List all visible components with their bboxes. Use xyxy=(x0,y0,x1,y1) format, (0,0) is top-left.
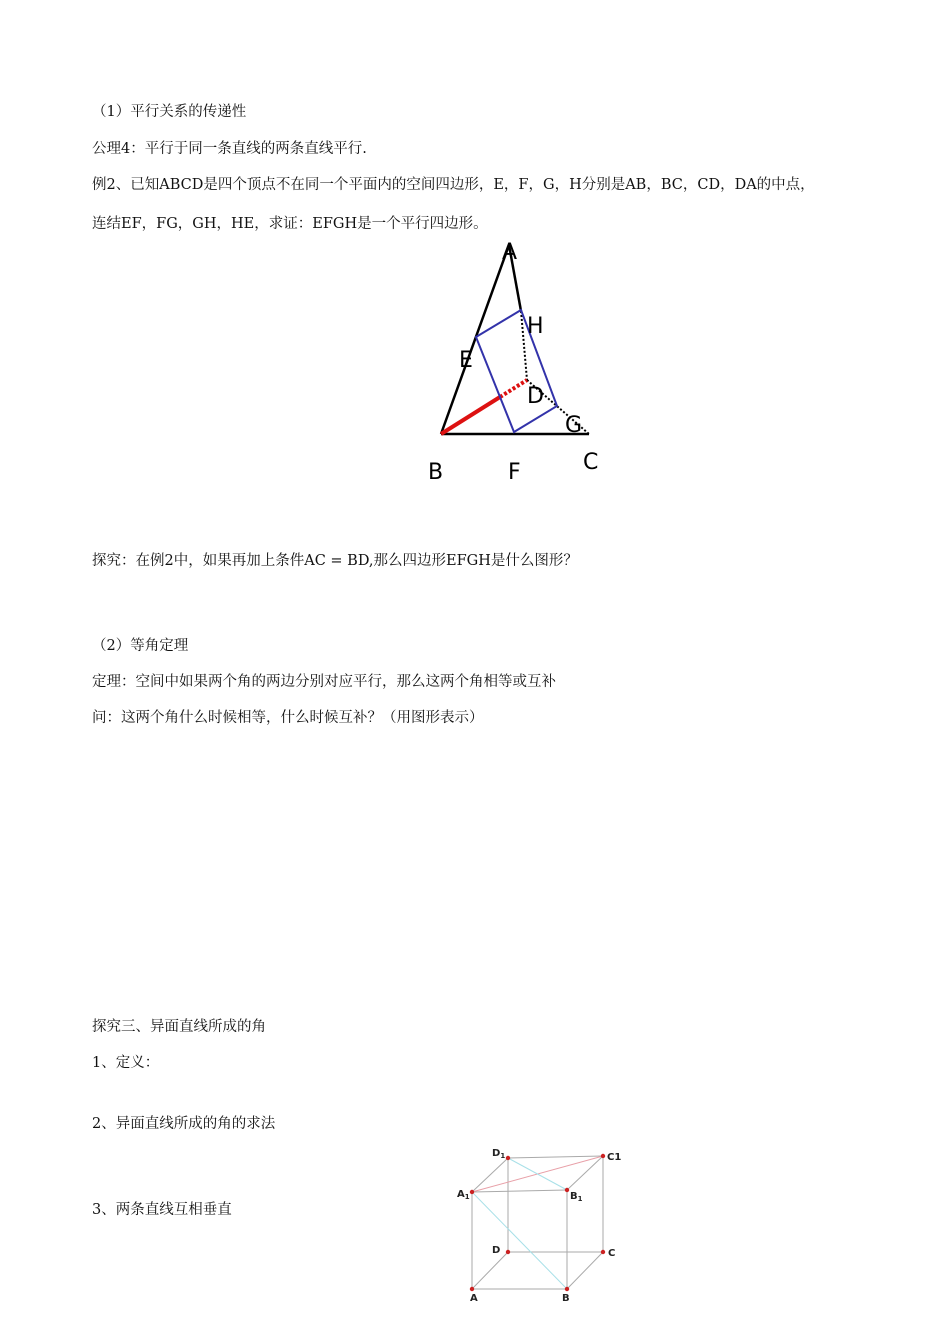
explore1-text: 探究：在例2中，如果再加上条件AC = BD,那么四边形EFGH是什么图形？ xyxy=(92,553,578,569)
item-perpendicular: 3、两条直线互相垂直 xyxy=(92,1202,232,1218)
section2-heading: （2）等角定理 xyxy=(92,638,189,654)
label-g: G xyxy=(565,413,583,438)
label-b: B xyxy=(562,1293,570,1304)
label-f: F xyxy=(508,460,521,485)
example2-line1: 例2、已知ABCD是四个顶点不在同一个平面内的空间四边形，E，F，G，H分别是AB，BC，CD，DA的中点， xyxy=(92,177,815,193)
label-a1: $A_1$ xyxy=(457,1189,470,1201)
edge-ab xyxy=(441,245,509,434)
question-text: 问：这两个角什么时候相等，什么时候互补？（用图形表示） xyxy=(92,710,484,726)
label-b: B xyxy=(428,460,444,485)
edge-bd-hidden xyxy=(500,380,527,397)
label-c: C xyxy=(608,1248,616,1259)
quad-efgh xyxy=(476,310,557,432)
label-d1: $D_1$ xyxy=(492,1148,506,1160)
section1-heading: （1）平行关系的传递性 xyxy=(92,104,247,120)
label-d: D xyxy=(492,1245,501,1256)
spatial-quadrilateral-figure xyxy=(420,235,620,490)
label-a: A xyxy=(470,1293,478,1304)
label-b1: $B_1$ xyxy=(570,1191,583,1203)
item-method: 2、异面直线所成的角的求法 xyxy=(92,1116,276,1132)
label-h: H xyxy=(527,314,544,339)
section3-heading: 探究三、异面直线所成的角 xyxy=(92,1019,266,1035)
label-c: C xyxy=(583,450,599,475)
diagonal-d1b1 xyxy=(508,1158,567,1190)
axiom4: 公理4：平行于同一条直线的两条直线平行. xyxy=(92,141,367,157)
edge-bd-highlight xyxy=(441,397,500,434)
label-a: A xyxy=(502,240,518,265)
label-c1: C1 xyxy=(607,1152,622,1163)
cube-figure xyxy=(450,1140,640,1305)
theorem-text: 定理：空间中如果两个角的两边分别对应平行，那么这两个角相等或互补 xyxy=(92,674,556,690)
label-e: E xyxy=(459,348,473,373)
label-d: D xyxy=(527,384,544,409)
item-definition: 1、定义： xyxy=(92,1055,160,1071)
example2-line2: 连结EF，FG，GH，HE，求证：EFGH是一个平行四边形。 xyxy=(92,216,488,232)
